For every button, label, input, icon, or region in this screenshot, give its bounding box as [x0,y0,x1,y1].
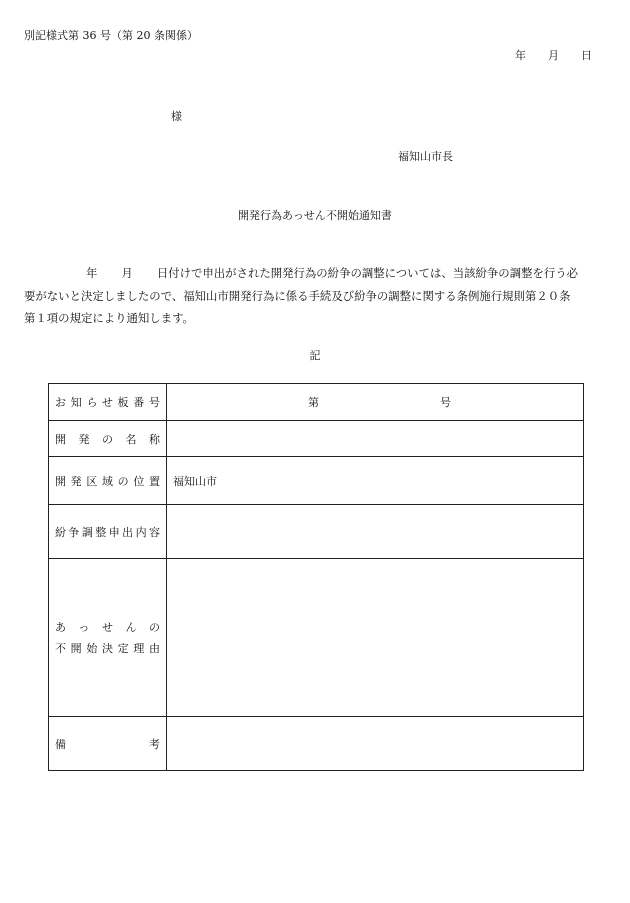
body-line-1-text: 日付けで申出がされた開発行為の紛争の調整については、当該紛争の調整を行う必 [156,266,579,280]
notice-table [48,383,584,771]
body-line-2: 要がないと決定しましたので、福知山市開発行為に係る手続及び紛争の調整に関する条例施行規則第２０条 [24,288,571,303]
value-development-location[interactable]: 福知山市 [167,457,584,505]
sender-name: 福知山市長 [398,150,453,163]
value-board-number[interactable] [167,384,584,421]
value-dispute-content[interactable] [167,505,584,559]
table-row [49,457,584,505]
value-development-name[interactable] [167,421,584,457]
table-row [49,384,584,421]
table-row [49,559,584,717]
body-line-3: 第１項の規定により通知します。 [24,311,194,325]
label-board-number: お知らせ板番号 [49,384,167,421]
value-non-start-reason[interactable] [167,559,584,717]
addressee-suffix: 様 [171,110,182,123]
form-number: 別記様式第 36 号（第 20 条関係） [24,29,198,42]
label-development-location: 開発区域の位置 [49,457,167,505]
date-month: 月 [548,49,559,62]
document-title: 開発行為あっせん不開始通知書 [238,209,392,222]
table-row [49,505,584,559]
label-non-start-reason [49,559,167,717]
body-month: 月 [121,266,133,280]
label-non-start-reason-line-2: 不開始決定理由 [55,641,160,655]
table-row [49,717,584,771]
board-number-prefix: 第 [308,396,319,409]
board-number-suffix: 号 [440,396,451,409]
date-day: 日 [581,49,592,62]
label-dispute-content: 紛争調整申出内容 [49,505,167,559]
body-year: 年 [86,266,98,280]
body-text [24,262,614,330]
table-row [49,421,584,457]
ki-heading: 記 [309,349,321,362]
label-development-name: 開発の名称 [49,421,167,457]
body-line-1 [24,262,614,285]
label-remarks: 備考 [49,717,167,771]
date-year: 年 [515,49,526,62]
value-remarks[interactable] [167,717,584,771]
label-non-start-reason-line-1: あっせんの [55,620,160,634]
date-line [515,47,592,63]
